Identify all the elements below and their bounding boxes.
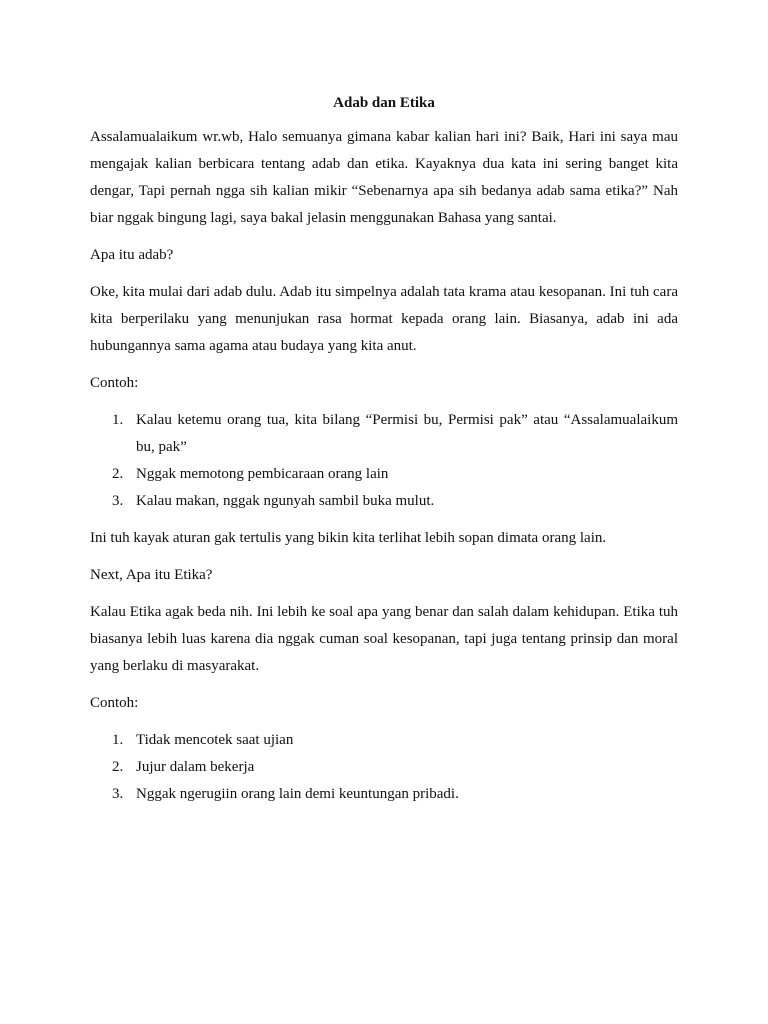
list-item: [90, 488, 678, 515]
list-item-number: 3.: [112, 493, 124, 509]
list-item: [90, 781, 678, 808]
list-item: [90, 461, 678, 488]
etika-example-label: Contoh:: [90, 695, 139, 711]
document-title: Adab dan Etika: [333, 95, 435, 111]
list-item-text: Kalau makan, nggak ngunyah sambil buka mulut.: [136, 493, 435, 509]
adab-example-list: [90, 407, 678, 515]
adab-example-label: Contoh:: [90, 375, 139, 391]
etika-heading: Next, Apa itu Etika?: [90, 567, 213, 583]
etika-body-paragraph: Kalau Etika agak beda nih. Ini lebih ke soal apa yang benar dan salah dalam kehidupan. Etika tuh biasanya lebih luas karena dia nggak cuman soal kesopanan, tapi juga tentang prinsip dan moral yang berlaku di masyarakat.: [90, 604, 678, 674]
list-item-text: Nggak memotong pembicaraan orang lain: [136, 466, 389, 482]
list-item-number: 2.: [112, 466, 124, 482]
intro-paragraph: Assalamualaikum wr.wb, Halo semuanya gimana kabar kalian hari ini? Baik, Hari ini saya mau mengajak kalian berbicara tentang adab dan etika. Kayaknya dua kata ini sering banget kita dengar, Tapi pernah ngga sih kalian mikir “Sebenarnya apa sih bedanya adab sama etika?” Nah biar nggak bingung lagi, saya bakal jelasin menggunakan Bahasa yang santai.: [90, 129, 678, 226]
list-item: [90, 754, 678, 781]
list-item-text: Nggak ngerugiin orang lain demi keuntungan pribadi.: [136, 786, 459, 802]
list-item-text: Kalau ketemu orang tua, kita bilang “Permisi bu, Permisi pak” atau “Assalamualaikum bu, pak”: [136, 412, 678, 455]
list-item-text: Tidak mencotek saat ujian: [136, 732, 294, 748]
document-page: [90, 92, 678, 818]
etika-example-list: [90, 727, 678, 808]
adab-body-paragraph: Oke, kita mulai dari adab dulu. Adab itu simpelnya adalah tata krama atau kesopanan. Ini tuh cara kita berperilaku yang menunjukan rasa hormat kepada orang lain. Biasanya, adab ini ada hubungannya sama agama atau budaya yang kita anut.: [90, 284, 678, 354]
list-item-text: Jujur dalam bekerja: [136, 759, 255, 775]
list-item: [90, 727, 678, 754]
adab-heading: Apa itu adab?: [90, 247, 174, 263]
list-item: [90, 407, 678, 461]
list-item-number: 2.: [112, 759, 124, 775]
list-item-number: 3.: [112, 786, 124, 802]
adab-closing-paragraph: Ini tuh kayak aturan gak tertulis yang bikin kita terlihat lebih sopan dimata orang lain.: [90, 530, 607, 546]
list-item-number: 1.: [112, 412, 124, 428]
list-item-number: 1.: [112, 732, 124, 748]
